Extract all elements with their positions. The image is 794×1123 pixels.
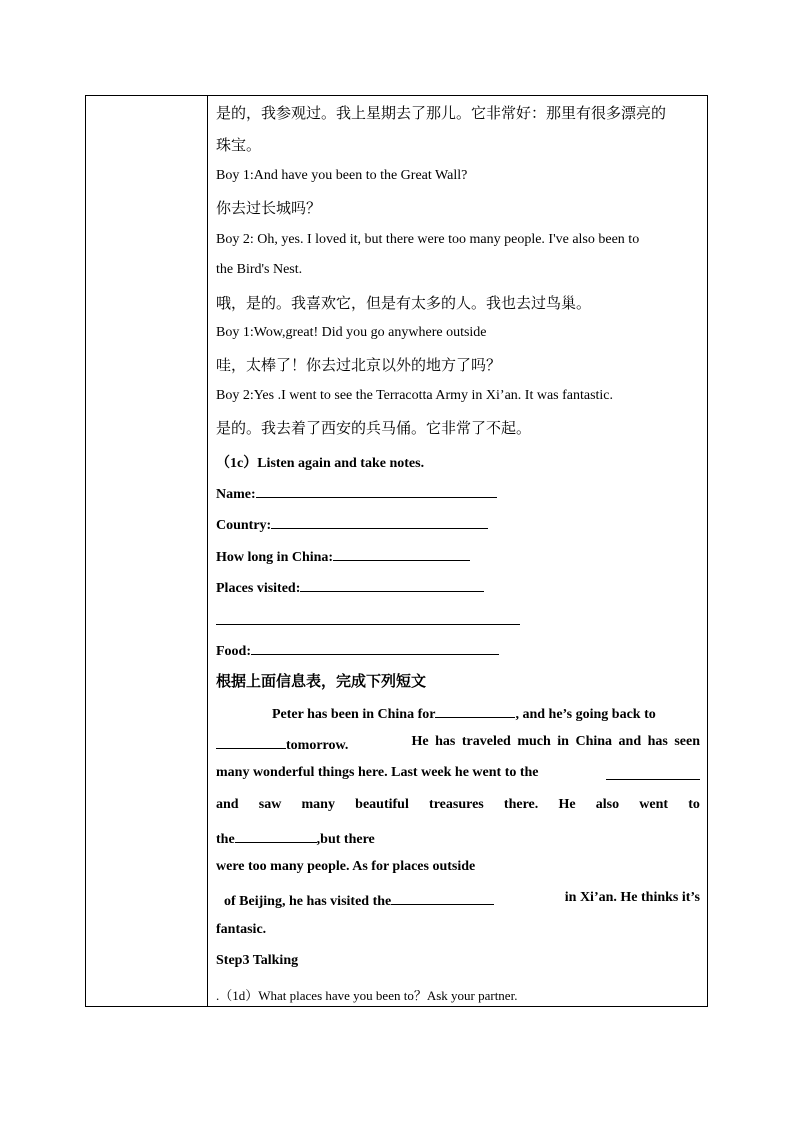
dialogue-line: 是的。我去着了西安的兵马俑。它非常了不起。: [216, 419, 532, 437]
passage-line: were too many people. As for places outside: [216, 859, 476, 874]
name-field-row: [216, 483, 700, 503]
passage-text: in Xi’an. He thinks it’s: [564, 890, 700, 905]
passage-word: went: [639, 797, 669, 812]
howlong-field-row: [216, 546, 700, 566]
name-label: Name:: [216, 487, 256, 502]
lesson-table: [85, 95, 708, 1007]
places-label: Places visited:: [216, 581, 301, 596]
dialogue-line: 是的，我参观过。我上星期去了那儿。它非常好：那里有很多漂亮的: [216, 104, 667, 122]
content-cell: [208, 96, 707, 1006]
dialogue-line: 你去过长城吗？: [216, 199, 322, 217]
dialogue-line: 哦，是的。我喜欢它，但是有太多的人。我也去过鸟巢。: [216, 294, 592, 312]
passage-word: many: [301, 797, 335, 812]
passage-text: the: [216, 832, 235, 847]
country-label: Country:: [216, 518, 272, 533]
places-blank[interactable]: [300, 577, 484, 592]
passage-word: beautiful: [355, 797, 409, 812]
passage-text: many wonderful things here. Last week he went to the: [216, 765, 539, 780]
howlong-label: How long in China:: [216, 550, 334, 565]
dialogue-line: Boy 1:And have you been to the Great Wall?: [216, 168, 468, 183]
passage-word: and: [216, 797, 239, 812]
blank-country[interactable]: [216, 734, 286, 749]
dialogue-line: the Bird's Nest.: [216, 262, 303, 277]
passage-line: [216, 703, 700, 723]
passage-text: , and he’s going back to: [515, 707, 656, 722]
country-field-row: [216, 514, 700, 534]
passage-text: ,but there: [316, 832, 375, 847]
passage-line: [216, 734, 700, 754]
howlong-blank[interactable]: [333, 546, 470, 561]
passage-word: saw: [258, 797, 282, 812]
food-field-row: [216, 640, 700, 660]
blank-duration[interactable]: [435, 703, 515, 718]
step-task: .（1d）What places have you been to？Ask your partner.: [216, 988, 518, 1003]
passage-text: of Beijing, he has visited the: [224, 894, 392, 909]
passage-word: also: [595, 797, 620, 812]
passage-word: there.: [503, 797, 539, 812]
name-blank[interactable]: [256, 483, 497, 498]
places-field-row: [216, 577, 700, 597]
dialogue-line: 珠宝。: [216, 136, 262, 154]
places-blank-line-2[interactable]: [216, 624, 520, 625]
blank-place-1[interactable]: [606, 765, 700, 780]
passage-line: [216, 797, 700, 813]
passage-word: He: [558, 797, 576, 812]
passage-text: He has traveled much in China and has seen: [411, 734, 700, 749]
passage-line: [216, 890, 700, 910]
blank-place-3[interactable]: [391, 890, 494, 905]
dialogue-line: Boy 2: Oh, yes. I loved it, but there were too many people. I've also been to: [216, 232, 640, 247]
passage-word: treasures: [429, 797, 484, 812]
dialogue-line: Boy 1:Wow,great! Did you go anywhere outside: [216, 325, 487, 340]
passage-heading: 根据上面信息表，完成下列短文: [216, 672, 427, 690]
food-blank[interactable]: [251, 640, 499, 655]
left-column-cell: [86, 96, 208, 1006]
passage-line: [216, 765, 700, 781]
step-title: Step3 Talking: [216, 953, 299, 968]
passage-text: Peter has been in China for: [272, 707, 436, 722]
passage-text: tomorrow.: [286, 738, 349, 753]
blank-place-2[interactable]: [235, 828, 317, 843]
notes-heading: （1c）Listen again and take notes.: [216, 456, 425, 471]
dialogue-line: 哇，太棒了！你去过北京以外的地方了吗？: [216, 356, 502, 374]
dialogue-line: Boy 2:Yes .I went to see the Terracotta Army in Xi’an. It was fantastic.: [216, 388, 614, 403]
food-label: Food:: [216, 644, 251, 659]
passage-word: to: [688, 797, 700, 812]
passage-line: fantasic.: [216, 922, 267, 937]
passage-line: [216, 828, 700, 848]
country-blank[interactable]: [271, 514, 488, 529]
